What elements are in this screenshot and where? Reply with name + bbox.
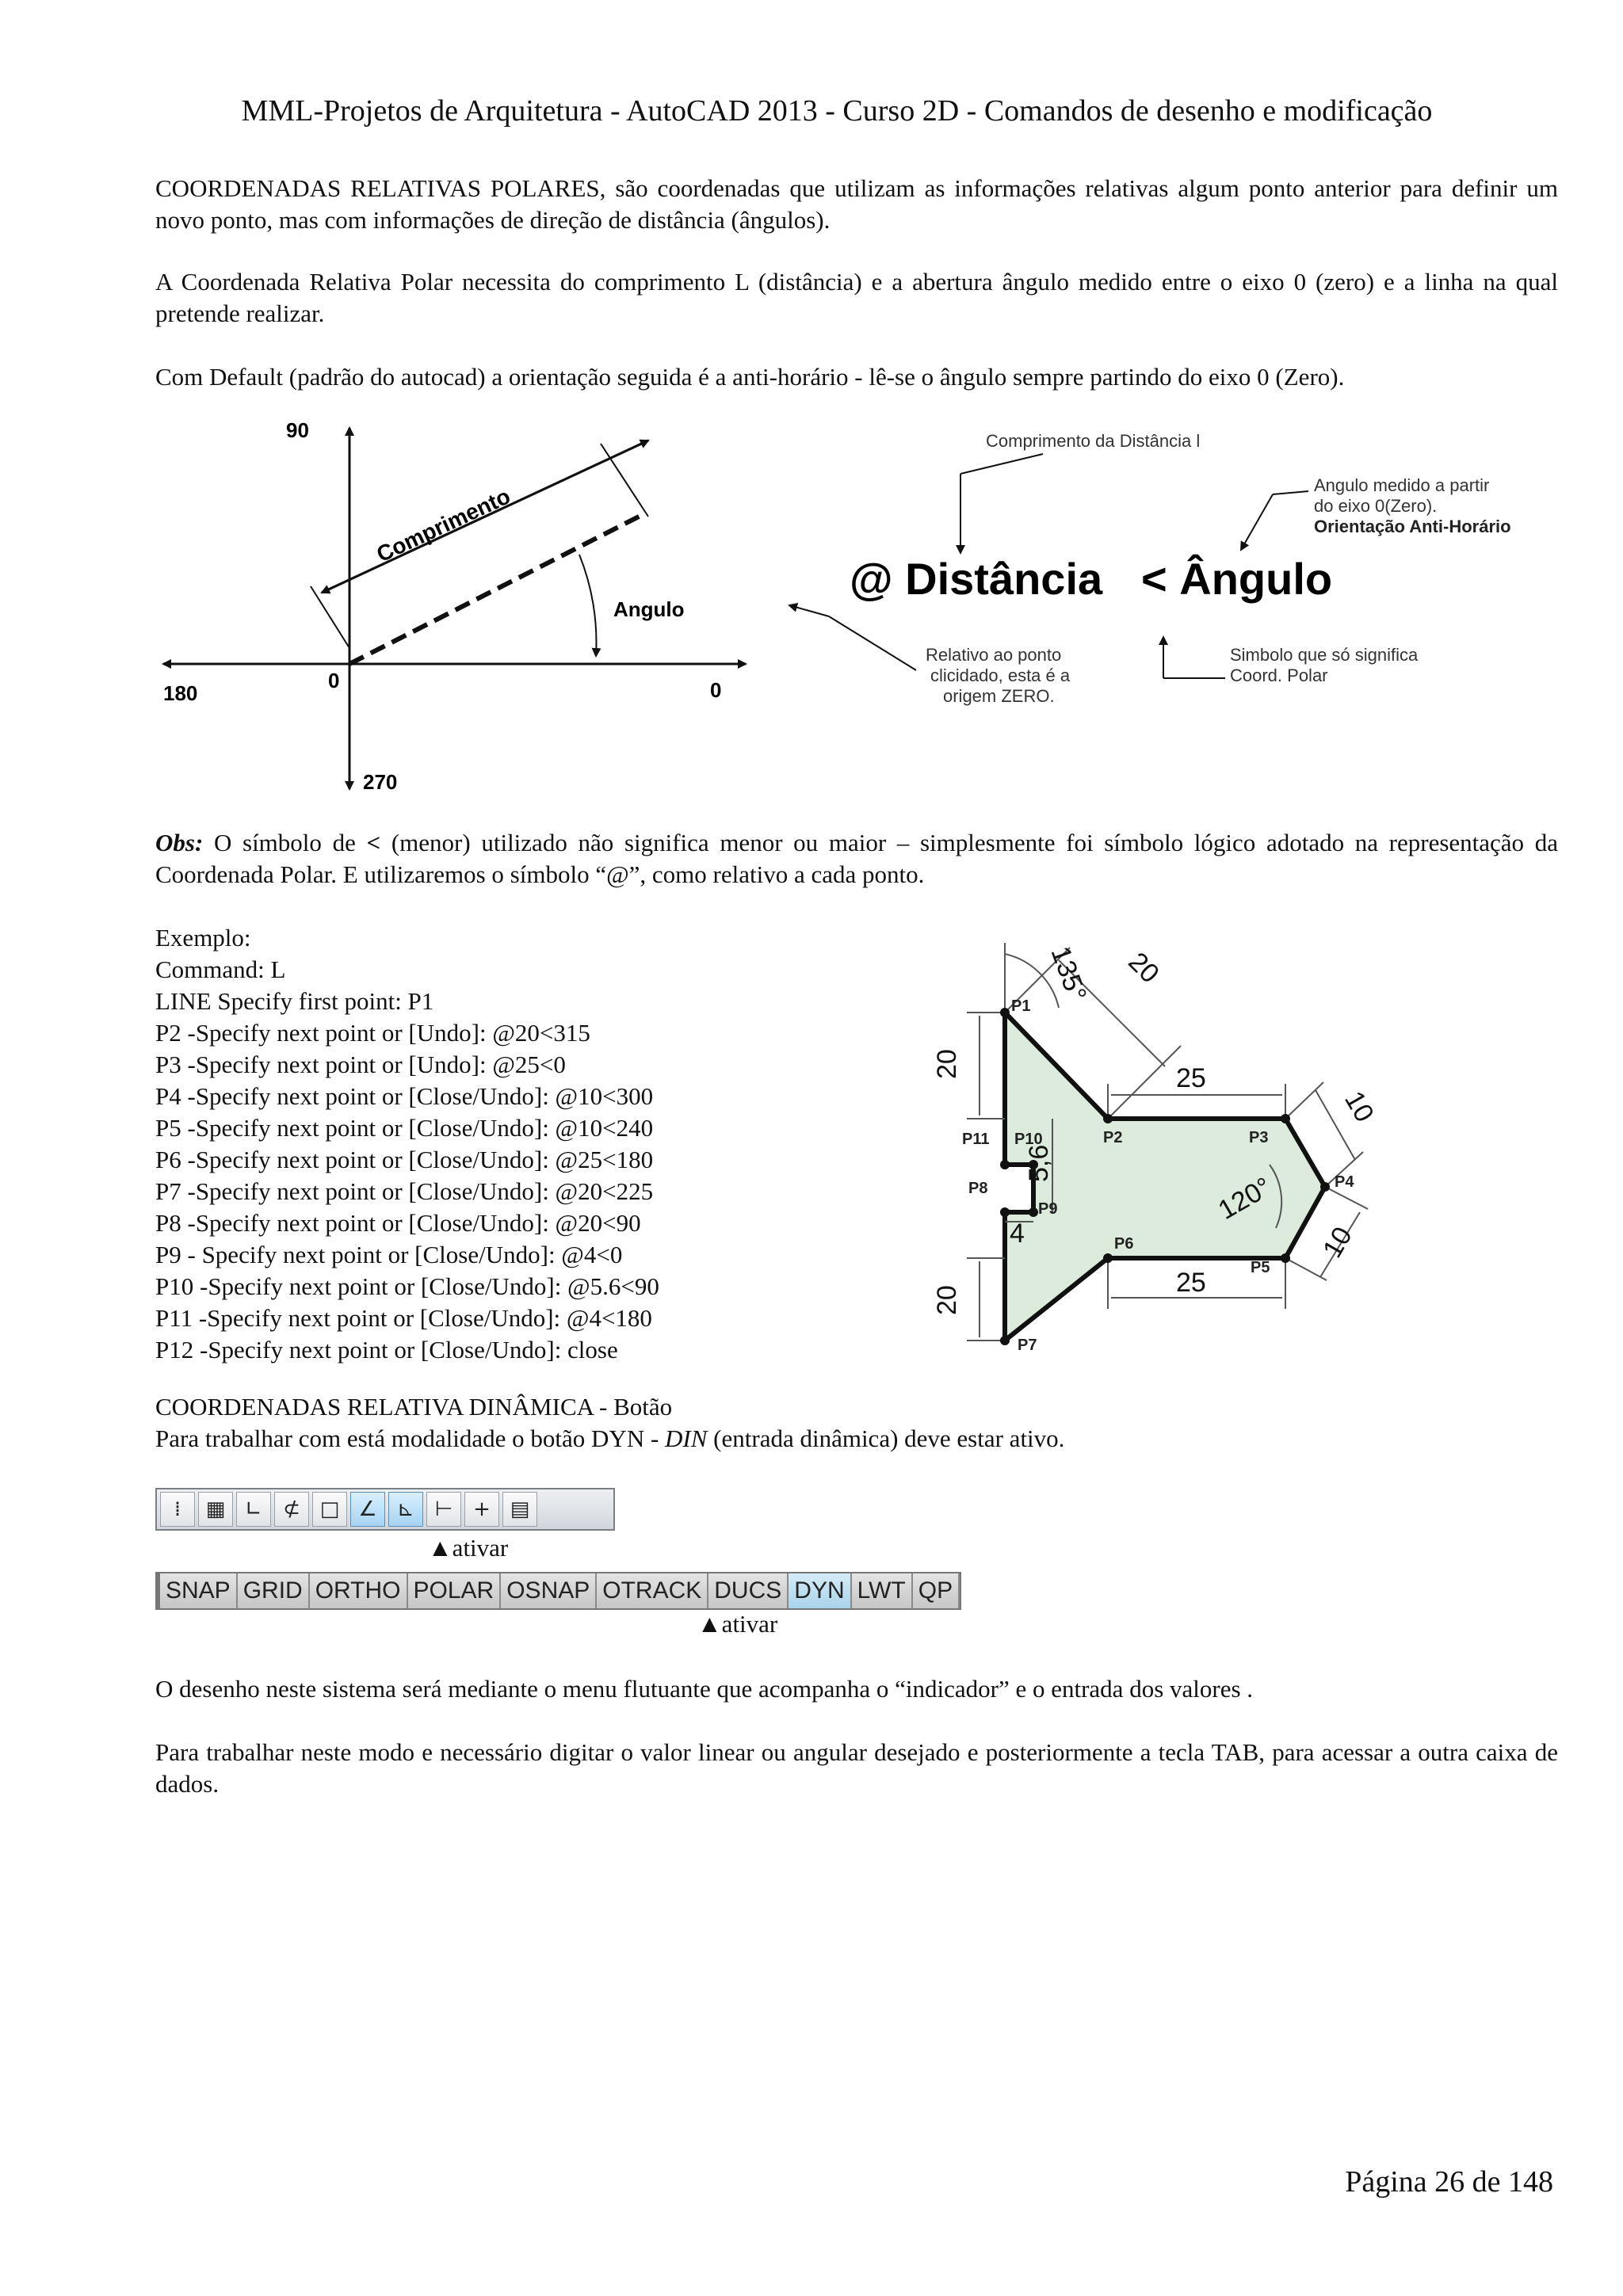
example-line: P7 -Specify next point or [Close/Undo]: @20<225	[155, 1177, 654, 1205]
dim-120: 120°	[1213, 1171, 1277, 1226]
axis-label-270: 270	[363, 770, 398, 794]
note-symbol-1: Simbolo que só significa	[1230, 645, 1419, 665]
paragraph-floating-menu: O desenho neste sistema será mediante o menu flutuante que acompanha o “indicador” e o entrada dos valores .	[155, 1675, 1254, 1703]
example-line: P10 -Specify next point or [Close/Undo]: @5.6<90	[155, 1272, 659, 1300]
snap-button[interactable]: SNAP	[160, 1573, 238, 1608]
qp-icon[interactable]: ▤	[502, 1492, 537, 1527]
length-label: Comprimento	[372, 483, 514, 567]
note-relative-1: Relativo ao ponto	[926, 645, 1062, 665]
point-label: P3	[1249, 1129, 1269, 1146]
dyn-title: COORDENADAS RELATIVA DINÂMICA - Botão	[155, 1393, 673, 1421]
formula-distance: @ Distância	[850, 554, 1103, 604]
qp-button[interactable]: QP	[913, 1573, 960, 1608]
obs-label: Obs:	[155, 829, 204, 856]
dim-10-bottom: 10	[1317, 1222, 1358, 1263]
polar-button[interactable]: POLAR	[408, 1573, 502, 1608]
example-line: P12 -Specify next point or [Close/Undo]: close	[155, 1336, 618, 1363]
example-line: P6 -Specify next point or [Close/Undo]: @25<180	[155, 1146, 654, 1173]
angle-label: Angulo	[613, 597, 685, 621]
point-label: P5	[1251, 1259, 1270, 1276]
dim-4: 4	[1010, 1219, 1025, 1249]
lwt-icon[interactable]: +	[464, 1492, 499, 1527]
activate-hint-statusbar: ▲ativar	[697, 1610, 778, 1638]
dim-25-bottom: 25	[1176, 1268, 1206, 1298]
paragraph-tab-key: Para trabalhar neste modo e necessário digitar o valor linear ou angular desejado e posteriormente a tecla TAB, para acessar a outra caixa de dados.	[155, 1738, 1558, 1798]
grid-button[interactable]: GRID	[238, 1573, 310, 1608]
dim-20-left-top: 20	[932, 1049, 962, 1079]
osnap-button[interactable]: OSNAP	[501, 1573, 597, 1608]
example-line: P2 -Specify next point or [Undo]: @20<315	[155, 1019, 590, 1047]
snap-icon[interactable]: ⁞	[160, 1492, 195, 1527]
example-line: P3 -Specify next point or [Undo]: @25<0	[155, 1051, 566, 1078]
paragraph-polar-definition: COORDENADAS RELATIVAS POLARES, são coordenadas que utilizam as informações relativas algum ponto anterior para definir um novo ponto, mas com informações de direção de distância (ângulos).	[155, 174, 1558, 234]
dyn-button[interactable]: DYN	[789, 1573, 851, 1608]
note-angle-3: Orientação Anti-Horário	[1314, 517, 1511, 536]
paragraph-default-orientation: Com Default (padrão do autocad) a orientação seguida é a anti-horário - lê-se o ângulo sempre partindo do eixo 0 (Zero).	[155, 363, 1345, 391]
point-label: P4	[1335, 1173, 1354, 1191]
polar-icon[interactable]: ⊄	[274, 1492, 309, 1527]
example-line: P5 -Specify next point or [Close/Undo]: @10<240	[155, 1114, 654, 1142]
point-label: P1	[1011, 997, 1031, 1015]
example-line: P4 -Specify next point or [Close/Undo]: @10<300	[155, 1082, 654, 1110]
note-angle-1: Angulo medido a partir	[1314, 475, 1490, 495]
dim-25-top: 25	[1176, 1063, 1206, 1093]
example-line: Exemplo:	[155, 924, 251, 952]
example-line: P8 -Specify next point or [Close/Undo]: @20<90	[155, 1209, 641, 1237]
point-label: P2	[1103, 1129, 1123, 1146]
example-line: P9 - Specify next point or [Close/Undo]: @4<0	[155, 1241, 623, 1268]
point-label: P7	[1018, 1337, 1037, 1354]
dyn-icon[interactable]: ⊢	[426, 1492, 461, 1527]
activate-hint-toolbar: ▲ativar	[428, 1534, 509, 1562]
axis-label-180: 180	[163, 681, 198, 705]
paragraph-polar-requirement: A Coordenada Relativa Polar necessita do comprimento L (distância) e a abertura ângulo medido entre o eixo 0 (zero) e a linha na qual pretende realizar.	[155, 268, 1558, 327]
example-line: Command: L	[155, 955, 286, 983]
osnap-icon[interactable]: □	[312, 1492, 347, 1527]
polar-coordinate-figure	[155, 418, 1558, 799]
lwt-button[interactable]: LWT	[852, 1573, 913, 1608]
dyn-description: Para trabalhar com está modalidade o botão DYN - DIN (entrada dinâmica) deve estar ativo.	[155, 1425, 1065, 1452]
dim-10-top: 10	[1338, 1086, 1380, 1127]
note-angle-2: do eixo 0(Zero).	[1314, 496, 1438, 516]
origin-label: 0	[328, 669, 340, 692]
status-text-bar	[155, 1572, 961, 1610]
dim-20-top: 20	[1122, 946, 1165, 990]
point-label: P8	[968, 1180, 988, 1197]
note-distance: Comprimento da Distância l	[986, 431, 1201, 451]
point-label: P11	[962, 1131, 990, 1148]
formula-angle: < Ângulo	[1141, 554, 1333, 604]
ortho-icon[interactable]: ∟	[236, 1492, 271, 1527]
note-relative-3: origem ZERO.	[943, 686, 1055, 706]
example-line: LINE Specify first point: P1	[155, 987, 434, 1015]
angle-arc	[579, 555, 596, 656]
example-shape-figure	[919, 919, 1395, 1363]
paragraph-observation: Obs: O símbolo de < (menor) utilizado não significa menor ou maior – simplesmente foi símbolo lógico adotado na representação da Coordenada Polar. E utilizaremos o símbolo “@”, como relativo a cada ponto.	[155, 829, 1558, 888]
point-label: P9	[1038, 1200, 1058, 1218]
point-label: P10	[1014, 1131, 1043, 1148]
point-label: P6	[1114, 1235, 1134, 1253]
axis-label-0-right: 0	[710, 678, 722, 702]
dim-20-left-bottom: 20	[932, 1285, 962, 1315]
command-example	[155, 922, 869, 1366]
page-number: Página 26 de 148	[1345, 2165, 1553, 2199]
example-line: P11 -Specify next point or [Close/Undo]: @4<180	[155, 1304, 652, 1332]
page-header: MML-Projetos de Arquitetura - AutoCAD 2013 - Curso 2D - Comandos de desenho e modificação	[241, 94, 1433, 128]
status-icon-toolbar	[155, 1488, 615, 1531]
grid-icon[interactable]: ▦	[198, 1492, 233, 1527]
otrack-button[interactable]: OTRACK	[597, 1573, 708, 1608]
dim-135: 135°	[1044, 942, 1093, 1005]
ducs-icon[interactable]: ⊾	[388, 1492, 423, 1527]
dim-5-6: 5,6	[1024, 1144, 1054, 1182]
axis-label-90: 90	[286, 418, 309, 442]
ortho-button[interactable]: ORTHO	[310, 1573, 408, 1608]
otrack-icon[interactable]: ∠	[350, 1492, 385, 1527]
note-symbol-2: Coord. Polar	[1230, 666, 1328, 685]
ducs-button[interactable]: DUCS	[708, 1573, 789, 1608]
note-relative-2: clicidado, esta é a	[930, 666, 1071, 685]
